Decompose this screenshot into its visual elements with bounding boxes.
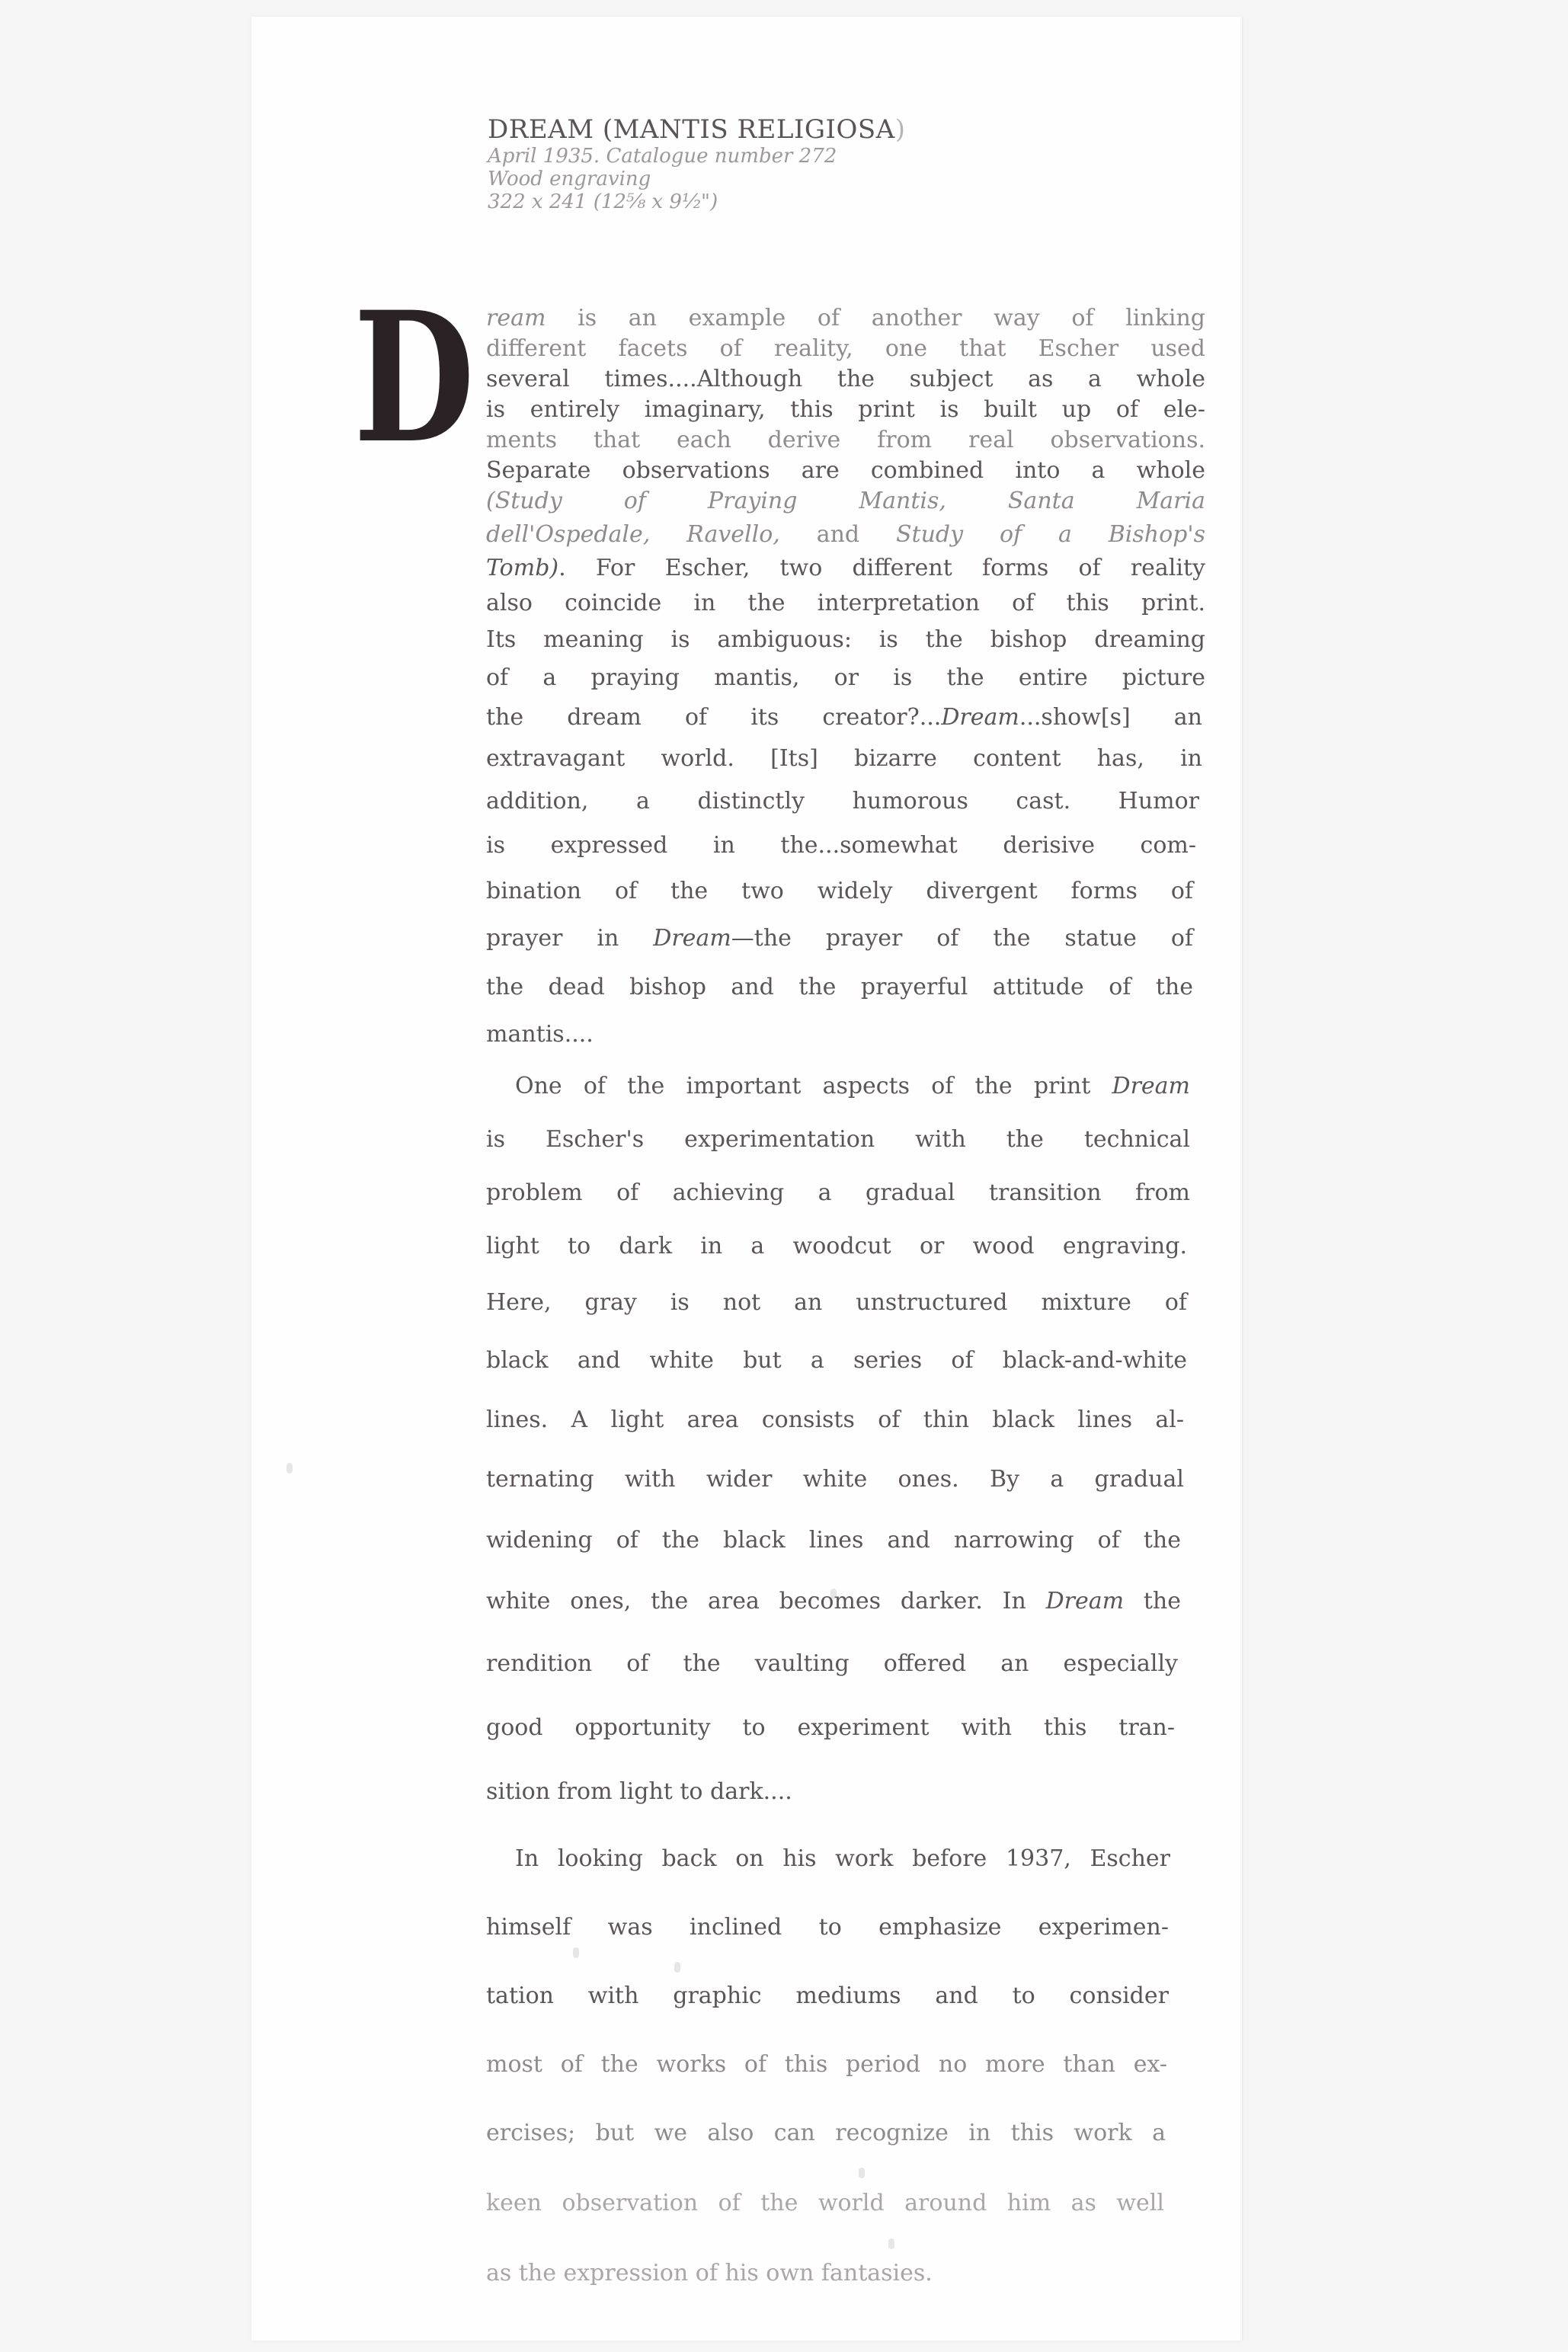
p1-line: the dream of its creator?...Dream...show[s] an — [486, 704, 1202, 731]
artwork-dimensions: 322 x 241 (12⁵⁄₈ x 9¹⁄₂") — [488, 190, 718, 213]
page-edge-shadow — [1240, 17, 1245, 2341]
p1-line: is entirely imaginary, this print is built up of ele- — [486, 396, 1205, 423]
p2-line: white ones, the area becomes darker. In Dream the — [486, 1588, 1181, 1614]
p1-line: also coincide in the interpretation of this print. — [486, 590, 1205, 616]
p2-line: sition from light to dark.... — [486, 1778, 792, 1805]
p3-line: keen observation of the world around him as well — [486, 2190, 1164, 2216]
drop-cap: D — [354, 273, 475, 483]
p2-line: is Escher's experimentation with the technical — [486, 1126, 1190, 1153]
p2-line: lines. A light area consists of thin black lines al- — [486, 1406, 1184, 1433]
p1-line: of a praying mantis, or is the entire picture — [486, 664, 1205, 691]
scan-speck — [674, 1962, 680, 1973]
p1-line: several times....Although the subject as a whole — [486, 366, 1205, 392]
p2-line: Here, gray is not an unstructured mixture of — [486, 1289, 1187, 1316]
p1-line: prayer in Dream—the prayer of the statue of — [486, 925, 1193, 952]
p2-line: ternating with wider white ones. By a gradual — [486, 1466, 1184, 1493]
p3-line: as the expression of his own fantasies. — [486, 2260, 933, 2286]
p1-line: ments that each derive from real observations. — [486, 427, 1205, 453]
p3-line: ercises; but we also can recognize in this work a — [486, 2120, 1166, 2146]
p1-line: bination of the two widely divergent forms of — [486, 878, 1193, 904]
p1-line: ream is an example of another way of linking — [486, 305, 1205, 331]
artwork-date-catalogue: April 1935. Catalogue number 272 — [488, 145, 837, 168]
p1-line: the dead bishop and the prayerful attitude of the — [486, 974, 1193, 1000]
artwork-title-paren: ) — [894, 114, 906, 145]
p1-line: Separate observations are combined into a whole — [486, 457, 1205, 484]
artwork-title-text: DREAM (MANTIS RELIGIOSA — [488, 114, 895, 145]
p2-line: problem of achieving a gradual transition from — [486, 1179, 1190, 1206]
p1-line: Its meaning is ambiguous: is the bishop dreaming — [486, 626, 1205, 653]
p1-line: dell'Ospedale, Ravello, and Study of a Bishop's — [486, 521, 1205, 548]
p3-line: most of the works of this period no more than ex- — [486, 2051, 1167, 2078]
p1-line: mantis.... — [486, 1021, 594, 1048]
p3-line: In looking back on his work before 1937, Escher — [515, 1845, 1170, 1872]
artwork-header — [488, 114, 905, 213]
p2-line: good opportunity to experiment with this tran- — [486, 1714, 1175, 1741]
p2-line: rendition of the vaulting offered an especially — [486, 1650, 1178, 1677]
p1-line: addition, a distinctly humorous cast. Humor — [486, 788, 1199, 814]
artwork-title — [488, 114, 905, 145]
p2-line: One of the important aspects of the print Dream — [515, 1073, 1190, 1099]
p2-line: widening of the black lines and narrowing of the — [486, 1527, 1181, 1554]
p1-line: (Study of Praying Mantis, Santa Maria — [486, 488, 1205, 514]
scan-speck — [888, 2238, 894, 2249]
p3-line: tation with graphic mediums and to consider — [486, 1982, 1169, 2009]
artwork-medium: Wood engraving — [488, 168, 651, 190]
p1-line: is expressed in the...somewhat derisive com- — [486, 832, 1196, 859]
scan-speck — [286, 1463, 293, 1474]
p2-line: black and white but a series of black-and-white — [486, 1347, 1187, 1374]
p1-line: Tomb). For Escher, two different forms of reality — [486, 555, 1205, 581]
scan-speck — [859, 2168, 865, 2178]
scan-speck — [573, 1947, 579, 1958]
p3-line: himself was inclined to emphasize experimen- — [486, 1914, 1169, 1941]
p1-line: extravagant world. [Its] bizarre content has, in — [486, 745, 1202, 772]
p1-line: different facets of reality, one that Escher used — [486, 335, 1205, 362]
p2-line: light to dark in a woodcut or wood engraving. — [486, 1233, 1187, 1259]
